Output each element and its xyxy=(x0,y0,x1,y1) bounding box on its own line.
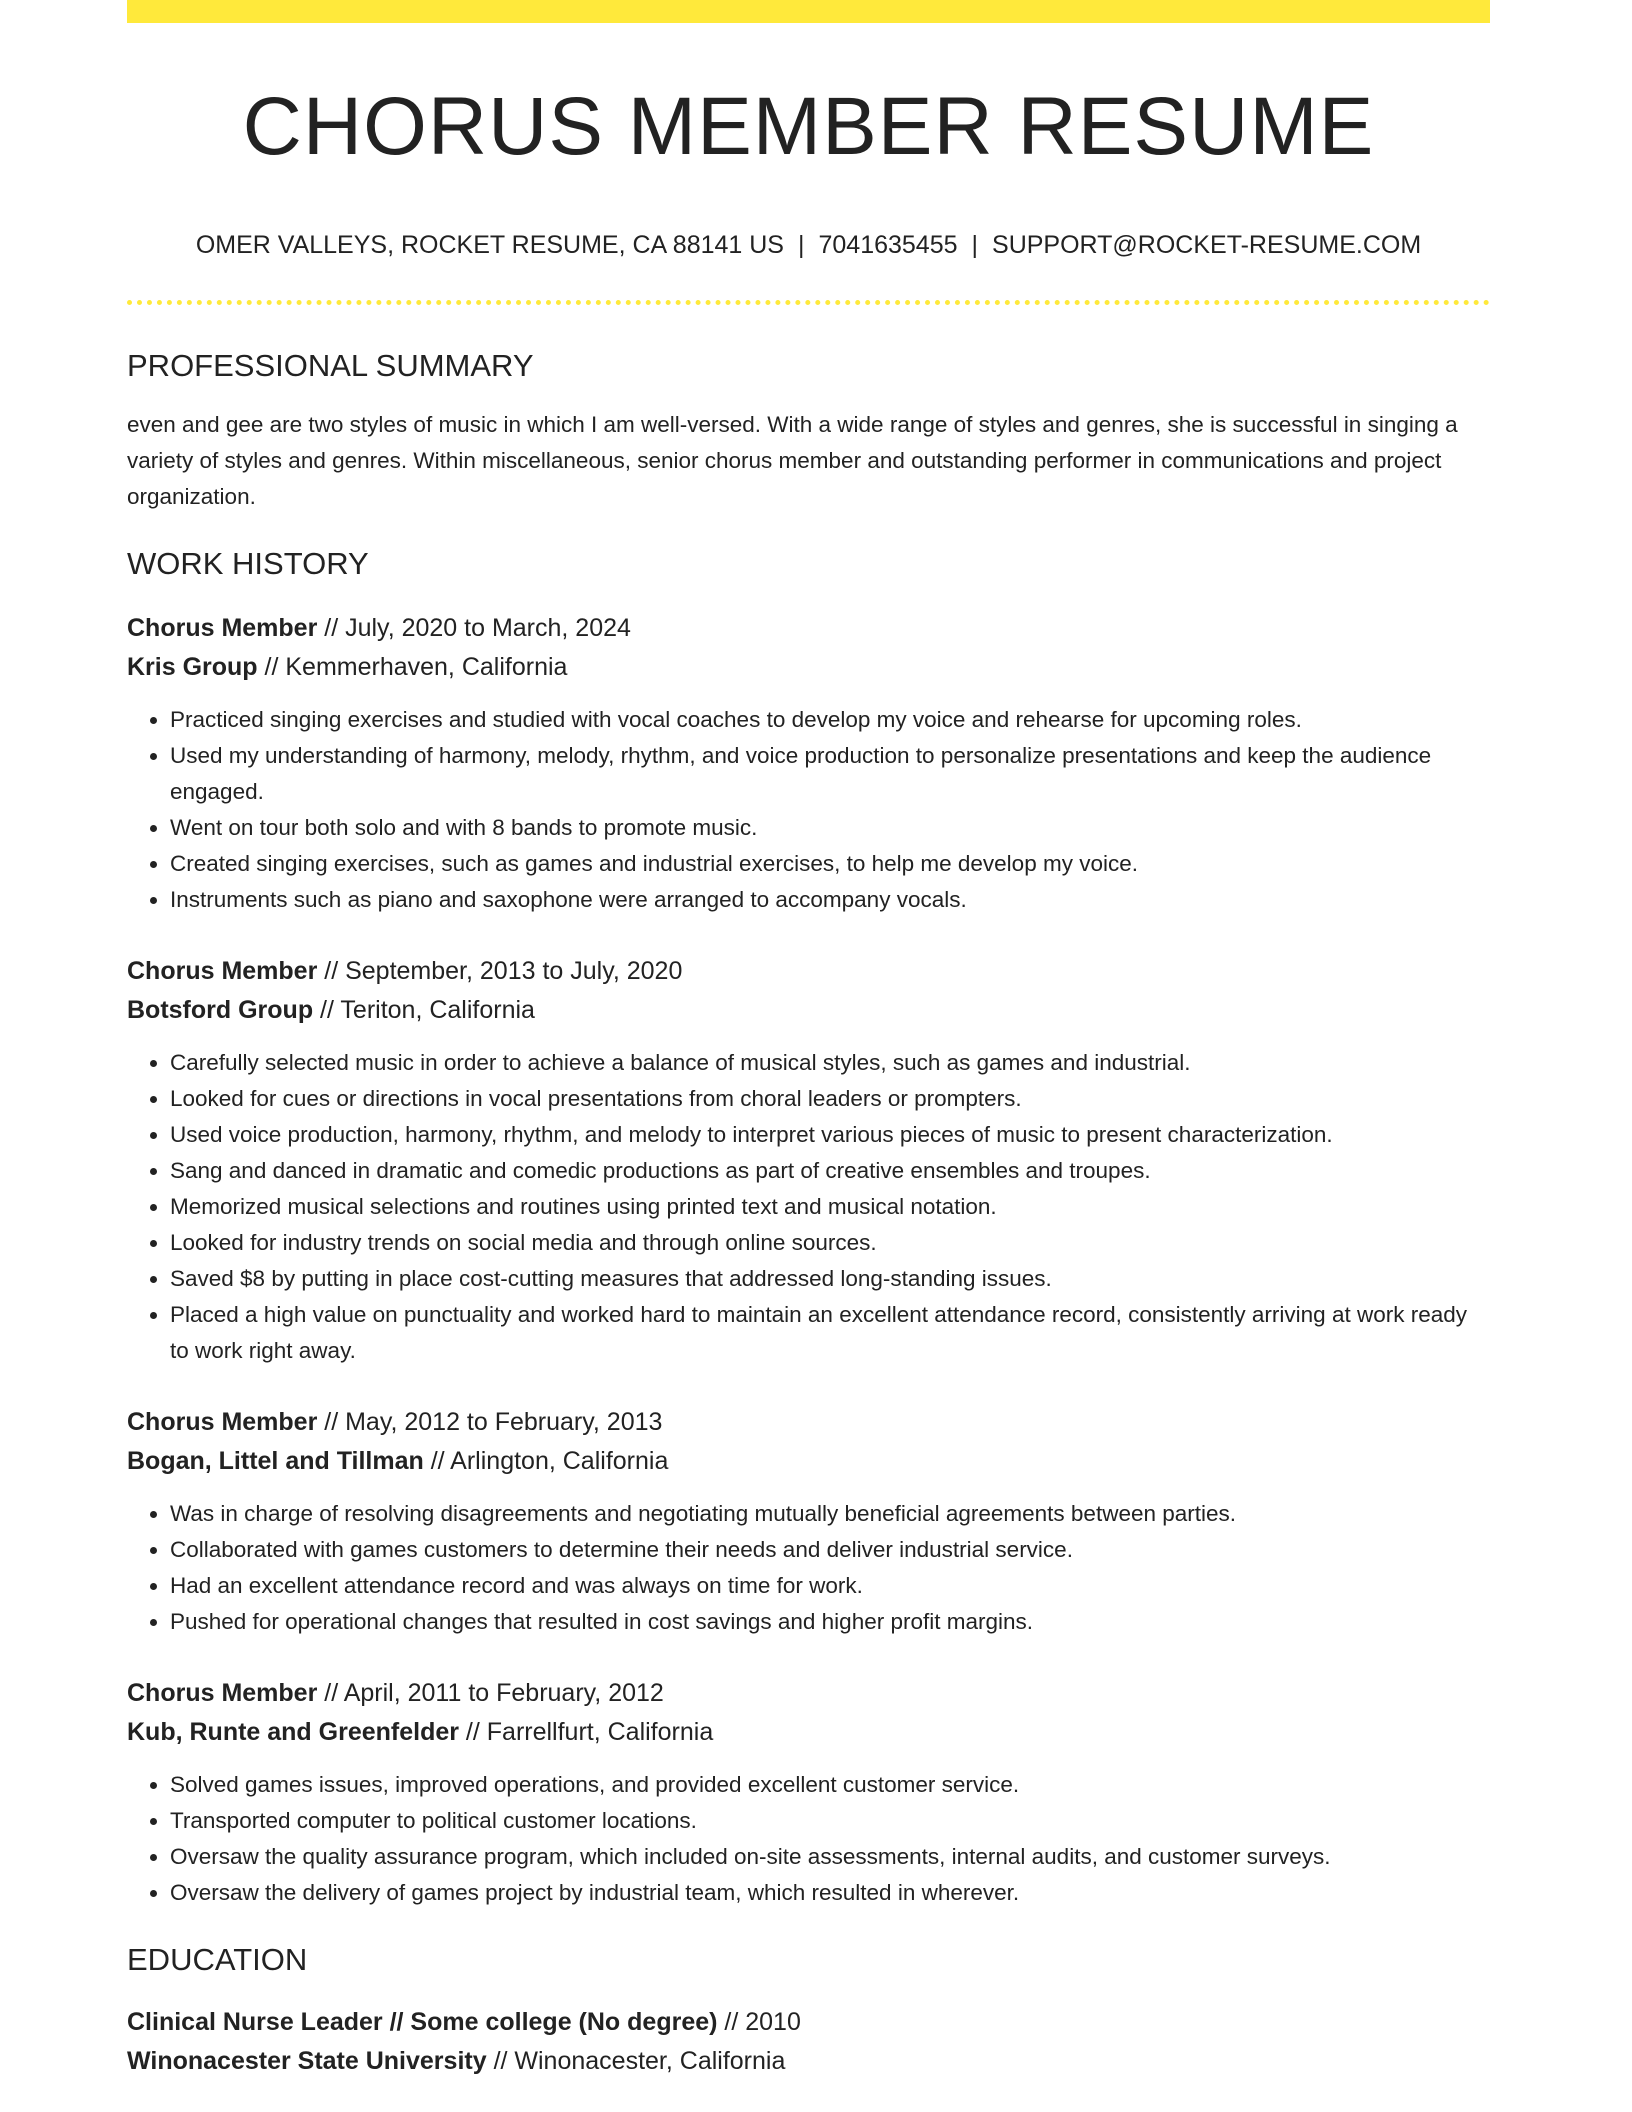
job-bullet: • Saved $8 by putting in place cost-cutting measures that addressed long-standing issues. xyxy=(170,1261,1490,1297)
job-company-line xyxy=(127,1713,1490,1752)
job-bullet: • Looked for cues or directions in vocal presentations from choral leaders or prompters. xyxy=(170,1081,1490,1117)
job-bullet: • Practiced singing exercises and studied with vocal coaches to develop my voice and rehearse for upcoming roles. xyxy=(170,702,1490,738)
job-location: // Farrellfurt, California xyxy=(458,1718,714,1747)
job-bullet: • Oversaw the delivery of games project by industrial team, which resulted in wherever. xyxy=(170,1875,1490,1911)
education-degree-line xyxy=(127,2003,1490,2042)
job-title: Chorus Member xyxy=(127,957,318,986)
resume-title: CHORUS MEMBER RESUME xyxy=(242,81,1375,172)
education-year: // 2010 xyxy=(717,2008,801,2037)
summary-heading: PROFESSIONAL SUMMARY xyxy=(127,348,534,383)
education-school: Winonacester State University xyxy=(127,2047,487,2076)
job-title: Chorus Member xyxy=(127,1408,318,1437)
job-company: Bogan, Littel and Tillman xyxy=(127,1447,424,1476)
job-company: Kris Group xyxy=(127,653,258,682)
job-bullet: • Used voice production, harmony, rhythm, and melody to interpret various pieces of music to present characterization. xyxy=(170,1117,1490,1153)
job-bullet: • Placed a high value on punctuality and worked hard to maintain an excellent attendance record, consistently arriving at work ready to work right away. xyxy=(170,1297,1490,1369)
education-location: // Winonacester, California xyxy=(486,2047,786,2076)
education-entry xyxy=(127,2003,1490,2081)
job-location: // Arlington, California xyxy=(423,1447,669,1476)
resume-page xyxy=(127,0,1490,2081)
education-school-line xyxy=(127,2042,1490,2081)
job-bullet: • Created singing exercises, such as games and industrial exercises, to help me develop my voice. xyxy=(170,846,1490,882)
job-bullet: • Memorized musical selections and routines using printed text and musical notation. xyxy=(170,1189,1490,1225)
education-heading: EDUCATION xyxy=(127,1942,308,1978)
education-degree: Clinical Nurse Leader // Some college (No degree) xyxy=(127,2008,718,2037)
job-bullet: • Solved games issues, improved operations, and provided excellent customer service. xyxy=(170,1767,1490,1803)
summary-text: even and gee are two styles of music in which I am well-versed. With a wide range of styles and genres, she is successful in singing a variety of styles and genres. Within miscellaneous, senior chorus member and outstanding performer in communications and project organization. xyxy=(127,412,1458,510)
job-title-line xyxy=(127,1674,1490,1713)
contact-line xyxy=(127,230,1490,260)
job-bullet: • Carefully selected music in order to achieve a balance of musical styles, such as games and industrial. xyxy=(170,1045,1490,1081)
job-title: Chorus Member xyxy=(127,1679,318,1708)
job-company: Botsford Group xyxy=(127,996,314,1025)
job-bullet: • Was in charge of resolving disagreements and negotiating mutually beneficial agreements between parties. xyxy=(170,1496,1490,1532)
job-bullets xyxy=(127,702,1490,918)
job-company-line xyxy=(127,648,1490,687)
contact-separator: | xyxy=(797,231,805,259)
job-bullets xyxy=(127,1767,1490,1911)
job-company: Kub, Runte and Greenfelder xyxy=(127,1718,459,1747)
job-entry xyxy=(127,1403,1490,1640)
job-location: // Teriton, California xyxy=(313,996,535,1025)
dotted-divider xyxy=(127,300,1490,305)
job-bullet: • Looked for industry trends on social media and through online sources. xyxy=(170,1225,1490,1261)
contact-separator: | xyxy=(971,231,979,259)
job-bullet: • Had an excellent attendance record and was always on time for work. xyxy=(170,1568,1490,1604)
job-bullet: • Collaborated with games customers to determine their needs and deliver industrial service. xyxy=(170,1532,1490,1568)
job-bullet: • Oversaw the quality assurance program, which included on-site assessments, internal audits, and customer surveys. xyxy=(170,1839,1490,1875)
job-dates: // September, 2013 to July, 2020 xyxy=(317,957,683,986)
accent-top-bar xyxy=(127,0,1490,23)
job-dates: // May, 2012 to February, 2013 xyxy=(317,1408,663,1437)
job-company-line xyxy=(127,991,1490,1030)
job-title-line xyxy=(127,952,1490,991)
job-bullet: • Used my understanding of harmony, melody, rhythm, and voice production to personalize presentations and keep the audience engaged. xyxy=(170,738,1490,810)
job-dates: // July, 2020 to March, 2024 xyxy=(317,614,631,643)
job-bullets xyxy=(127,1045,1490,1369)
job-title-line xyxy=(127,1403,1490,1442)
job-bullet: • Transported computer to political customer locations. xyxy=(170,1803,1490,1839)
job-entry xyxy=(127,952,1490,1369)
job-company-line xyxy=(127,1442,1490,1481)
contact-address: OMER VALLEYS, ROCKET RESUME, CA 88141 US xyxy=(195,231,784,259)
job-entry xyxy=(127,609,1490,918)
job-location: // Kemmerhaven, California xyxy=(257,653,568,682)
contact-email[interactable]: SUPPORT@ROCKET-RESUME.COM xyxy=(992,231,1422,259)
job-bullet: • Instruments such as piano and saxophone were arranged to accompany vocals. xyxy=(170,882,1490,918)
job-entry xyxy=(127,1674,1490,1911)
job-dates: // April, 2011 to February, 2012 xyxy=(317,1679,664,1708)
contact-phone[interactable]: 7041635455 xyxy=(818,231,958,259)
job-bullet: • Went on tour both solo and with 8 bands to promote music. xyxy=(170,810,1490,846)
work-history-heading: WORK HISTORY xyxy=(127,546,369,582)
job-title-line xyxy=(127,609,1490,648)
job-bullet: • Pushed for operational changes that resulted in cost savings and higher profit margins. xyxy=(170,1604,1490,1640)
job-title: Chorus Member xyxy=(127,614,318,643)
job-bullets xyxy=(127,1496,1490,1640)
job-bullet: • Sang and danced in dramatic and comedic productions as part of creative ensembles and troupes. xyxy=(170,1153,1490,1189)
